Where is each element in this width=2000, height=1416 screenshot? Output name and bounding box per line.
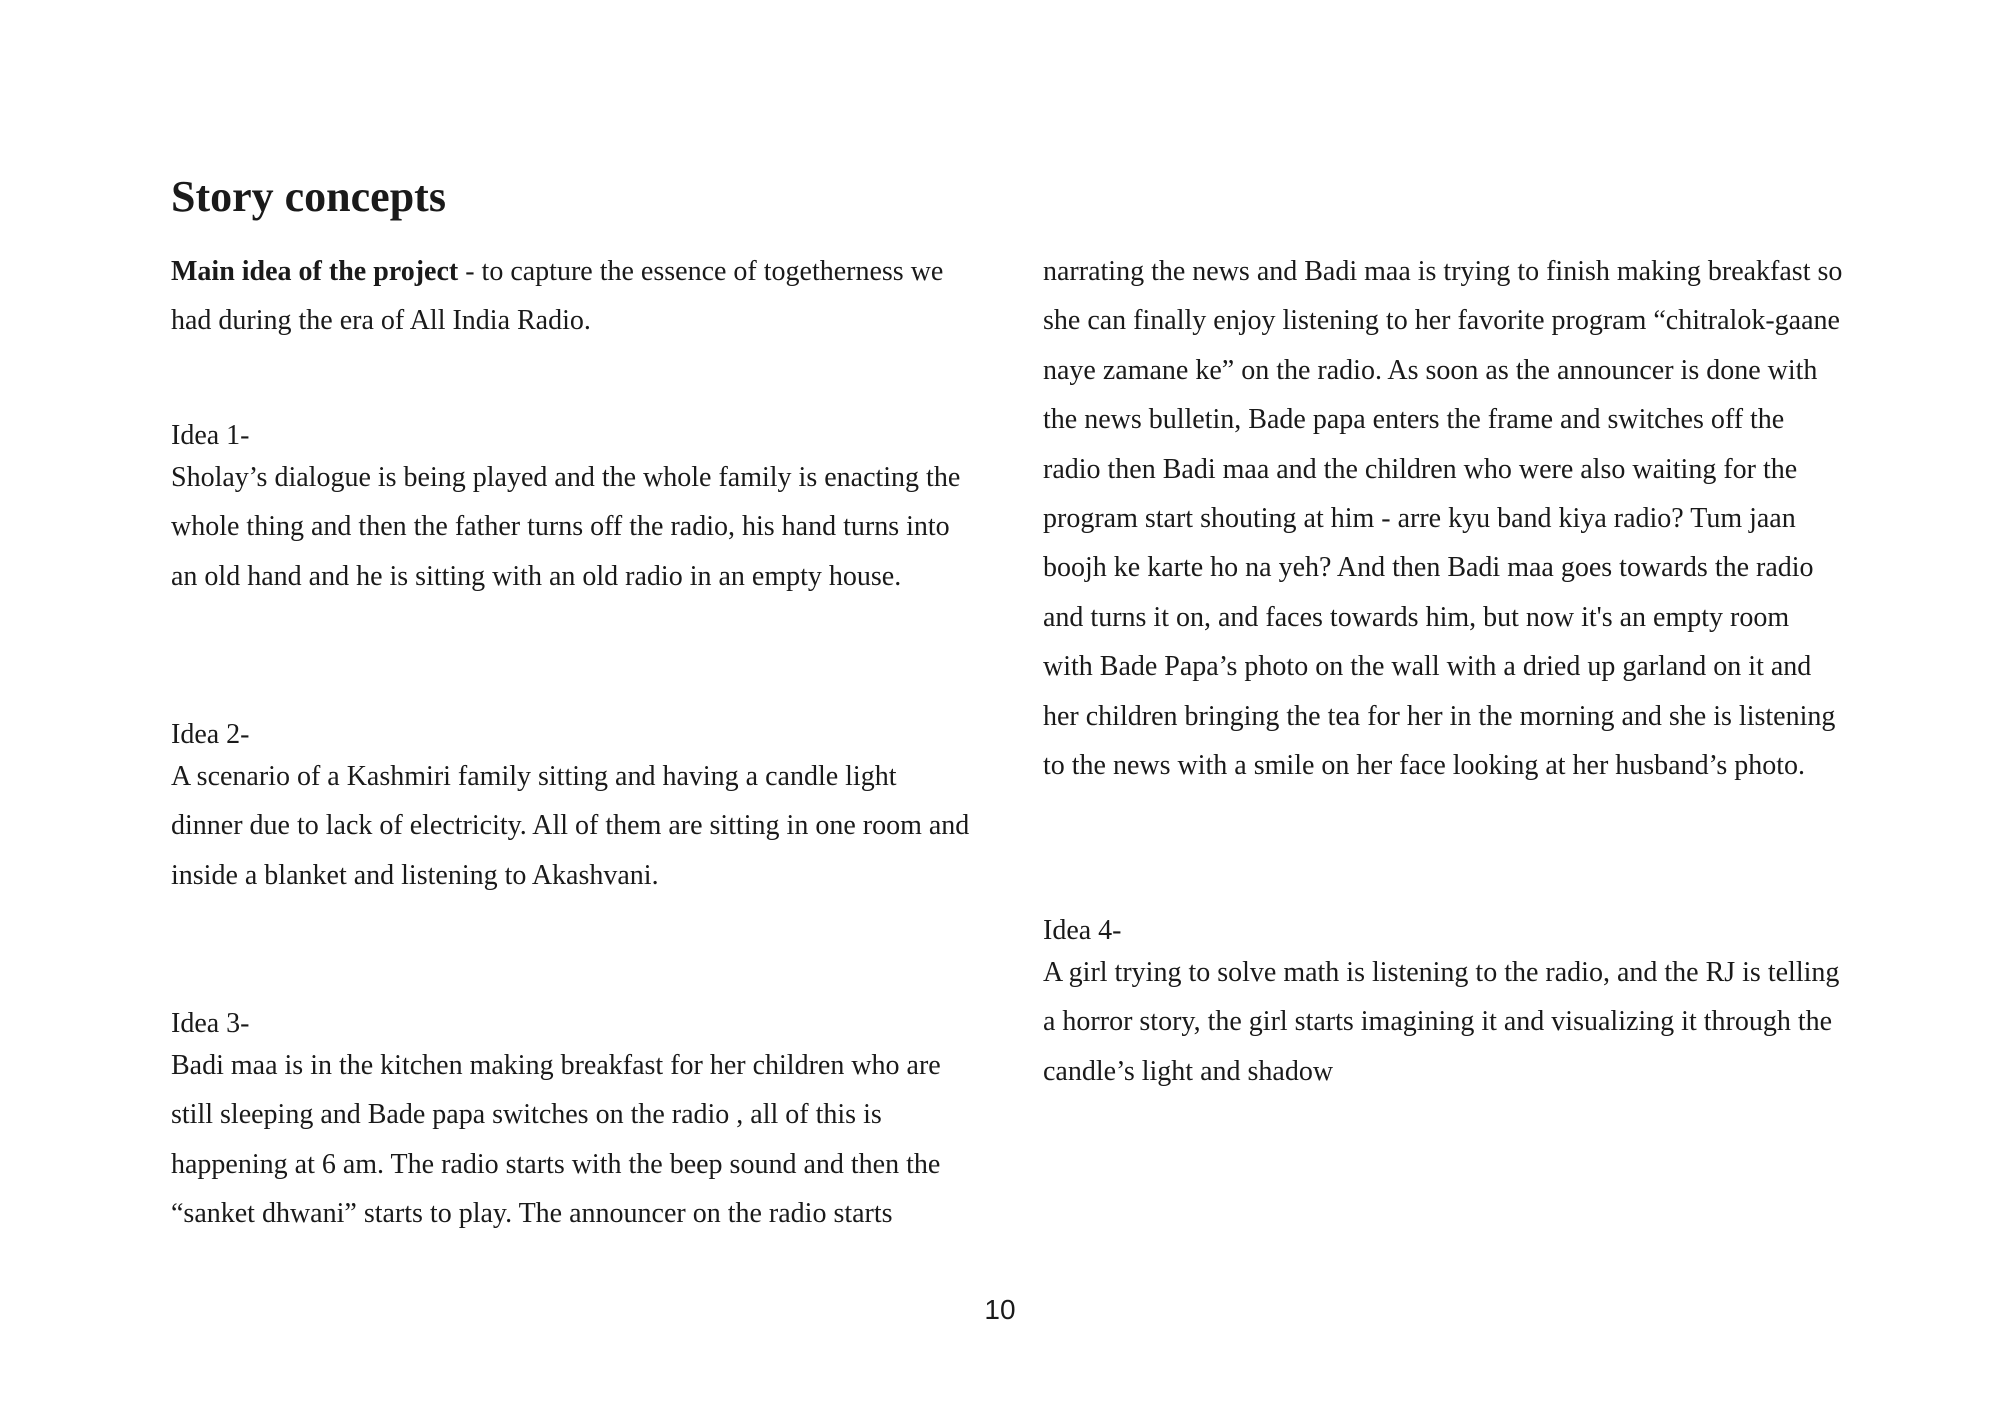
idea-2-label: Idea 2- bbox=[171, 719, 250, 750]
main-idea-text: - to capture the essence of togetherness we had during the era of All India Radio. bbox=[171, 256, 944, 337]
page-title: Story concepts bbox=[171, 172, 446, 221]
idea-1-text: Sholay’s dialogue is being played and the whole family is enacting the whole thing and then the father turns off the radio, his hand turns into an old hand and he is sitting with an old radio in an empty house. bbox=[171, 462, 961, 592]
idea-4-label: Idea 4- bbox=[1043, 915, 1122, 946]
idea-3-section bbox=[171, 1007, 971, 1239]
idea-1-label: Idea 1- bbox=[171, 420, 250, 451]
main-idea-label: Main idea of the project bbox=[171, 256, 459, 287]
idea-3-text-part2: narrating the news and Badi maa is trying to finish making breakfast so she can finally enjoy listening to her favorite program “chitralok-gaane naye zamane ke” on the radio. As soon as the announcer is done with the news bulletin, Bade papa enters the frame and switches off the radio then Badi maa and the children who were also waiting for the program start shouting at him - arre kyu band kiya radio? Tum jaan boojh ke karte ho na yeh? And then Badi maa goes towards the radio and turns it on, and faces towards him, but now it's an empty room with Bade Papa’s photo on the wall with a dried up garland on it and her children bringing the tea for her in the morning and she is listening to the news with a smile on her face looking at her husband’s photo. bbox=[1043, 256, 1843, 782]
idea-3-text-part1: Badi maa is in the kitchen making breakfast for her children who are still sleeping and Bade papa switches on the radio , all of this is happening at 6 am. The radio starts with the beep sound and then the “sanket dhwani” starts to play. The announcer on the radio starts bbox=[171, 1050, 941, 1230]
idea-3-label: Idea 3- bbox=[171, 1008, 250, 1039]
idea-1-section bbox=[171, 419, 971, 601]
idea-4-section bbox=[1043, 914, 1843, 1096]
idea-2-text: A scenario of a Kashmiri family sitting and having a candle light dinner due to lack of electricity. All of them are sitting in one room and inside a blanket and listening to Akashvani. bbox=[171, 761, 970, 891]
main-idea-paragraph bbox=[171, 247, 971, 346]
idea-3-continuation bbox=[1043, 247, 1843, 790]
page-number: 10 bbox=[984, 1294, 1016, 1325]
idea-4-text: A girl trying to solve math is listening to the radio, and the RJ is telling a horror story, the girl starts imagining it and visualizing it through the candle’s light and shadow bbox=[1043, 957, 1840, 1087]
idea-2-section bbox=[171, 718, 971, 900]
